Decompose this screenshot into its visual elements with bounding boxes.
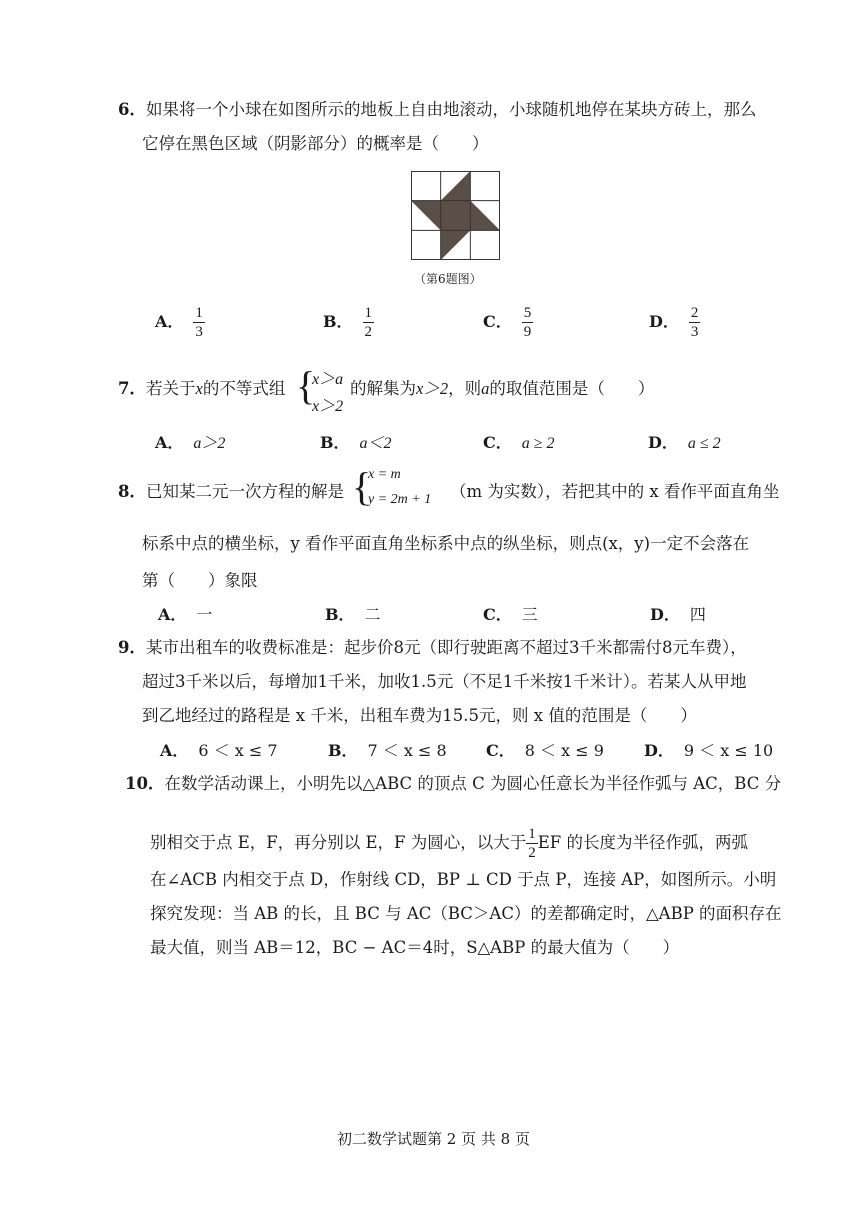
q9-option-a[interactable]: A． 6 ＜ x ≤ 7 [160, 741, 278, 760]
q7-system-brace: { [296, 363, 316, 408]
q9-option-c[interactable]: C． 8 ＜ x ≤ 9 [486, 741, 604, 760]
q9-option-d[interactable]: D． 9 ＜ x ≤ 10 [644, 741, 774, 760]
q6-text-line1: 如果将一个小球在如图所示的地板上自由地滚动，小球随机地停在某块方砖上，那么 [145, 100, 757, 119]
q6-floor-figure [411, 171, 500, 260]
q6-figure-caption: （第6题图） [414, 272, 482, 286]
q7-option-b[interactable]: B． a＜2 [320, 433, 392, 452]
q8-line2: 标系中点的横坐标，y 看作平面直角坐标系中点的纵坐标，则点(x，y)一定不会落在 [142, 534, 750, 553]
q7-option-c[interactable]: C． a ≥ 2 [483, 433, 555, 452]
q6-shaded-star [411, 171, 500, 260]
q10-line5: 最大值，则当 AB＝12，BC − AC＝4时，S△ABP 的最大值为（ ） [150, 938, 680, 957]
page-footer: 初二数学试题第 2 页 共 8 页 [337, 1130, 530, 1148]
q8-system-line2: y = 2m + 1 [368, 492, 432, 507]
q10-line3: 在∠ACB 内相交于点 D，作射线 CD，BP ⊥ CD 于点 P，连接 AP，如图所示。小明 [150, 870, 777, 889]
fraction: $\frac{5}{9}$ [523, 305, 532, 340]
q8-option-c[interactable]: C． 三 [483, 605, 538, 624]
q9-line1: 9．某市出租车的收费标准是：起步价8元（即行驶距离不超过3千米都需付8元车费）， [118, 638, 747, 657]
q6-option-a[interactable]: A． $\frac{1}{3}$ [155, 305, 203, 340]
q7-line: 7．若关于x的不等式组 [118, 379, 286, 398]
q8-system-line1: x = m [368, 467, 401, 482]
q8-line1-tail: （m 为实数），若把其中的 x 看作平面直角坐 [450, 482, 780, 501]
q6-option-c[interactable]: C． $\frac{5}{9}$ [483, 305, 532, 340]
q10-line4: 探究发现：当 AB 的长，且 BC 与 AC（BC＞AC）的差都确定时，△ABP 的面积存在 [150, 904, 782, 923]
fraction: $\frac{1}{3}$ [195, 305, 203, 340]
q6-option-b[interactable]: B． $\frac{1}{2}$ [323, 305, 373, 340]
q7-line-tail: 的解集为x＞2，则a的取值范围是（ ） [350, 379, 655, 398]
q8-option-a[interactable]: A． 一 [158, 605, 213, 624]
q7-system-line2: x＞2 [312, 398, 344, 415]
q8-option-d[interactable]: D． 四 [650, 605, 706, 624]
fraction: $\frac{2}{3}$ [690, 305, 699, 340]
q10-line2: 别相交于点 E，F，再分别以 E，F 为圆心，以大于 $\frac{1}{2}$ EF 的长度为半径作弧，两弧 [150, 826, 748, 861]
q7-option-d[interactable]: D． a ≤ 2 [648, 433, 721, 452]
q9-option-b[interactable]: B． 7 ＜ x ≤ 8 [328, 741, 447, 760]
q9-line3: 到乙地经过的路程是 x 千米，出租车费为15.5元，则 x 值的范围是（ ） [142, 706, 697, 725]
q6-line1 [118, 99, 756, 121]
fraction: $\frac{1}{2}$ [364, 305, 373, 340]
q8-line1: 8．已知某二元一次方程的解是 [118, 482, 344, 501]
q7-option-a[interactable]: A． a＞2 [155, 433, 226, 452]
q6-option-d[interactable]: D． $\frac{2}{3}$ [649, 305, 699, 340]
q10-line1: 10．在数学活动课上，小明先以△ABC 的顶点 C 为圆心任意长为半径作弧与 AC，BC 分 [125, 774, 782, 793]
q8-system-brace: { [352, 464, 372, 509]
q9-line2: 超过3千米以后，每增加1千米，加收1.5元（不足1千米按1千米计）。若某人从甲地 [142, 672, 747, 691]
q7-system-line1: x＞a [312, 371, 344, 388]
fraction: $\frac{1}{2}$ [528, 826, 536, 861]
q8-line3: 第（ ）象限 [142, 571, 258, 590]
q6-line2: 它停在黑色区域（阴影部分）的概率是（ ） [142, 134, 489, 153]
q8-option-b[interactable]: B． 二 [325, 605, 381, 624]
q6-number: 6． [118, 100, 146, 119]
